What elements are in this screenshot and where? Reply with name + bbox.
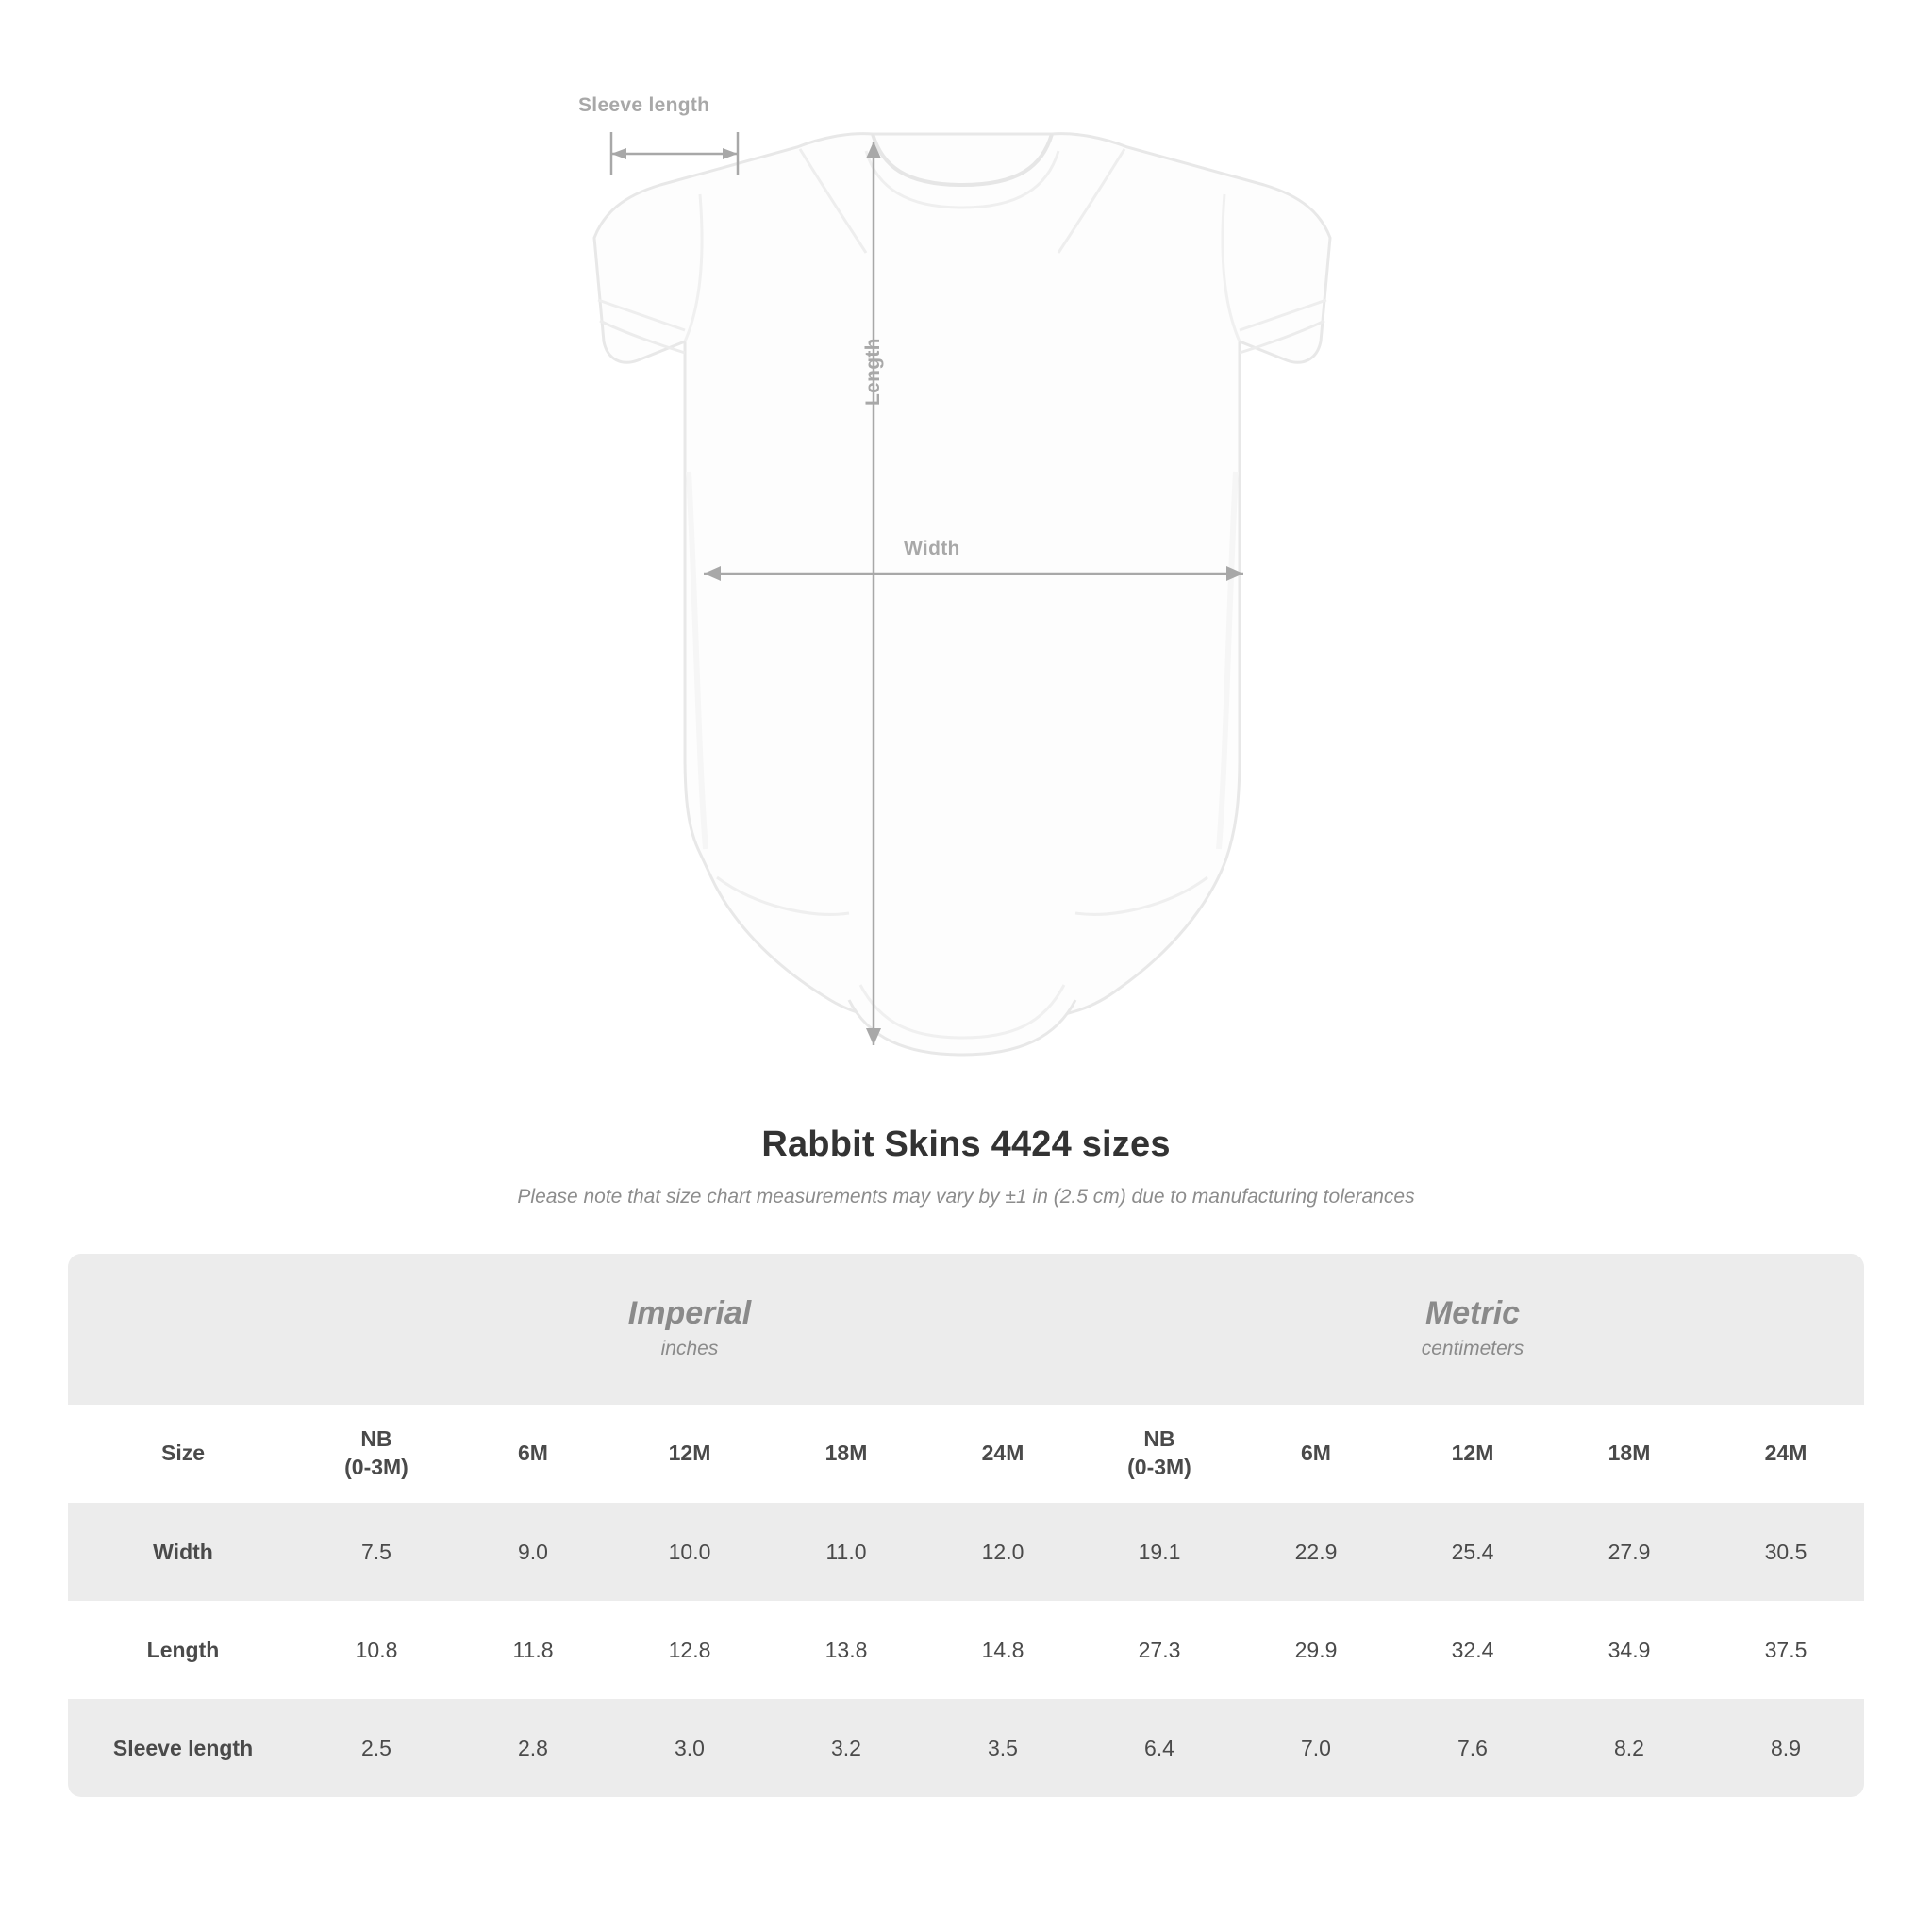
table-row: [68, 1699, 1864, 1797]
header-col-5-line1: NB: [1143, 1426, 1175, 1452]
unit-imperial-name: Imperial: [627, 1294, 752, 1331]
header-col-2: 12M: [611, 1405, 768, 1503]
cell-sleeve-0: 2.5: [298, 1699, 455, 1797]
cell-width-9: 30.5: [1707, 1503, 1864, 1601]
cell-width-4: 12.0: [924, 1503, 1081, 1601]
cell-length-9: 37.5: [1707, 1601, 1864, 1699]
cell-sleeve-3: 3.2: [768, 1699, 924, 1797]
header-col-0-line1: NB: [360, 1426, 392, 1452]
tolerance-note: Please note that size chart measurements may vary by ±1 in (2.5 cm) due to manufacturing tolerances: [517, 1186, 1415, 1208]
length-label: Length: [862, 338, 884, 406]
header-col-4: 24M: [924, 1405, 1081, 1503]
table-row: [68, 1503, 1864, 1601]
row-label-sleeve-length: Sleeve length: [68, 1699, 298, 1797]
cell-length-8: 34.9: [1551, 1601, 1707, 1699]
cell-width-8: 27.9: [1551, 1503, 1707, 1601]
cell-sleeve-1: 2.8: [455, 1699, 611, 1797]
cell-sleeve-6: 7.0: [1238, 1699, 1394, 1797]
unit-metric-name: Metric: [1424, 1294, 1521, 1331]
cell-width-7: 25.4: [1394, 1503, 1551, 1601]
header-col-7: 12M: [1394, 1405, 1551, 1503]
cell-sleeve-7: 7.6: [1394, 1699, 1551, 1797]
header-col-8: 18M: [1551, 1405, 1707, 1503]
cell-length-0: 10.8: [298, 1601, 455, 1699]
title-block: [0, 1124, 1932, 1208]
header-col-3: 18M: [768, 1405, 924, 1503]
cell-width-1: 9.0: [455, 1503, 611, 1601]
header-col-9: 24M: [1707, 1405, 1864, 1503]
cell-width-0: 7.5: [298, 1503, 455, 1601]
unit-header-row: [68, 1254, 1864, 1405]
cell-width-5: 19.1: [1081, 1503, 1238, 1601]
unit-imperial-cell: [298, 1254, 1081, 1405]
size-table-wrapper: [68, 1254, 1864, 1797]
cell-sleeve-5: 6.4: [1081, 1699, 1238, 1797]
header-col-0: [298, 1405, 455, 1503]
header-col-5-line2: (0-3M): [1127, 1455, 1191, 1479]
cell-width-2: 10.0: [611, 1503, 768, 1601]
cell-length-2: 12.8: [611, 1601, 768, 1699]
cell-length-4: 14.8: [924, 1601, 1081, 1699]
unit-corner-cell: [68, 1254, 298, 1405]
header-col-0-line2: (0-3M): [344, 1455, 408, 1479]
page-title: Rabbit Skins 4424 sizes: [761, 1124, 1171, 1164]
cell-length-7: 32.4: [1394, 1601, 1551, 1699]
width-label: Width: [904, 538, 960, 559]
unit-metric-sub: centimeters: [1421, 1338, 1524, 1360]
size-table: [68, 1254, 1864, 1797]
cell-sleeve-8: 8.2: [1551, 1699, 1707, 1797]
cell-length-5: 27.3: [1081, 1601, 1238, 1699]
header-col-5: [1081, 1405, 1238, 1503]
header-col-1: 6M: [455, 1405, 611, 1503]
cell-sleeve-4: 3.5: [924, 1699, 1081, 1797]
row-label-length: Length: [68, 1601, 298, 1699]
cell-sleeve-2: 3.0: [611, 1699, 768, 1797]
header-col-6: 6M: [1238, 1405, 1394, 1503]
cell-length-1: 11.8: [455, 1601, 611, 1699]
header-size: Size: [68, 1405, 298, 1503]
cell-width-3: 11.0: [768, 1503, 924, 1601]
column-header-row: [68, 1405, 1864, 1503]
cell-length-3: 13.8: [768, 1601, 924, 1699]
bodysuit-shape: [594, 134, 1330, 1055]
sleeve-length-label: Sleeve length: [578, 94, 710, 116]
cell-width-6: 22.9: [1238, 1503, 1394, 1601]
unit-metric-cell: [1081, 1254, 1864, 1405]
row-label-width: Width: [68, 1503, 298, 1601]
cell-sleeve-9: 8.9: [1707, 1699, 1864, 1797]
cell-length-6: 29.9: [1238, 1601, 1394, 1699]
table-row: [68, 1601, 1864, 1699]
unit-imperial-sub: inches: [660, 1338, 719, 1360]
